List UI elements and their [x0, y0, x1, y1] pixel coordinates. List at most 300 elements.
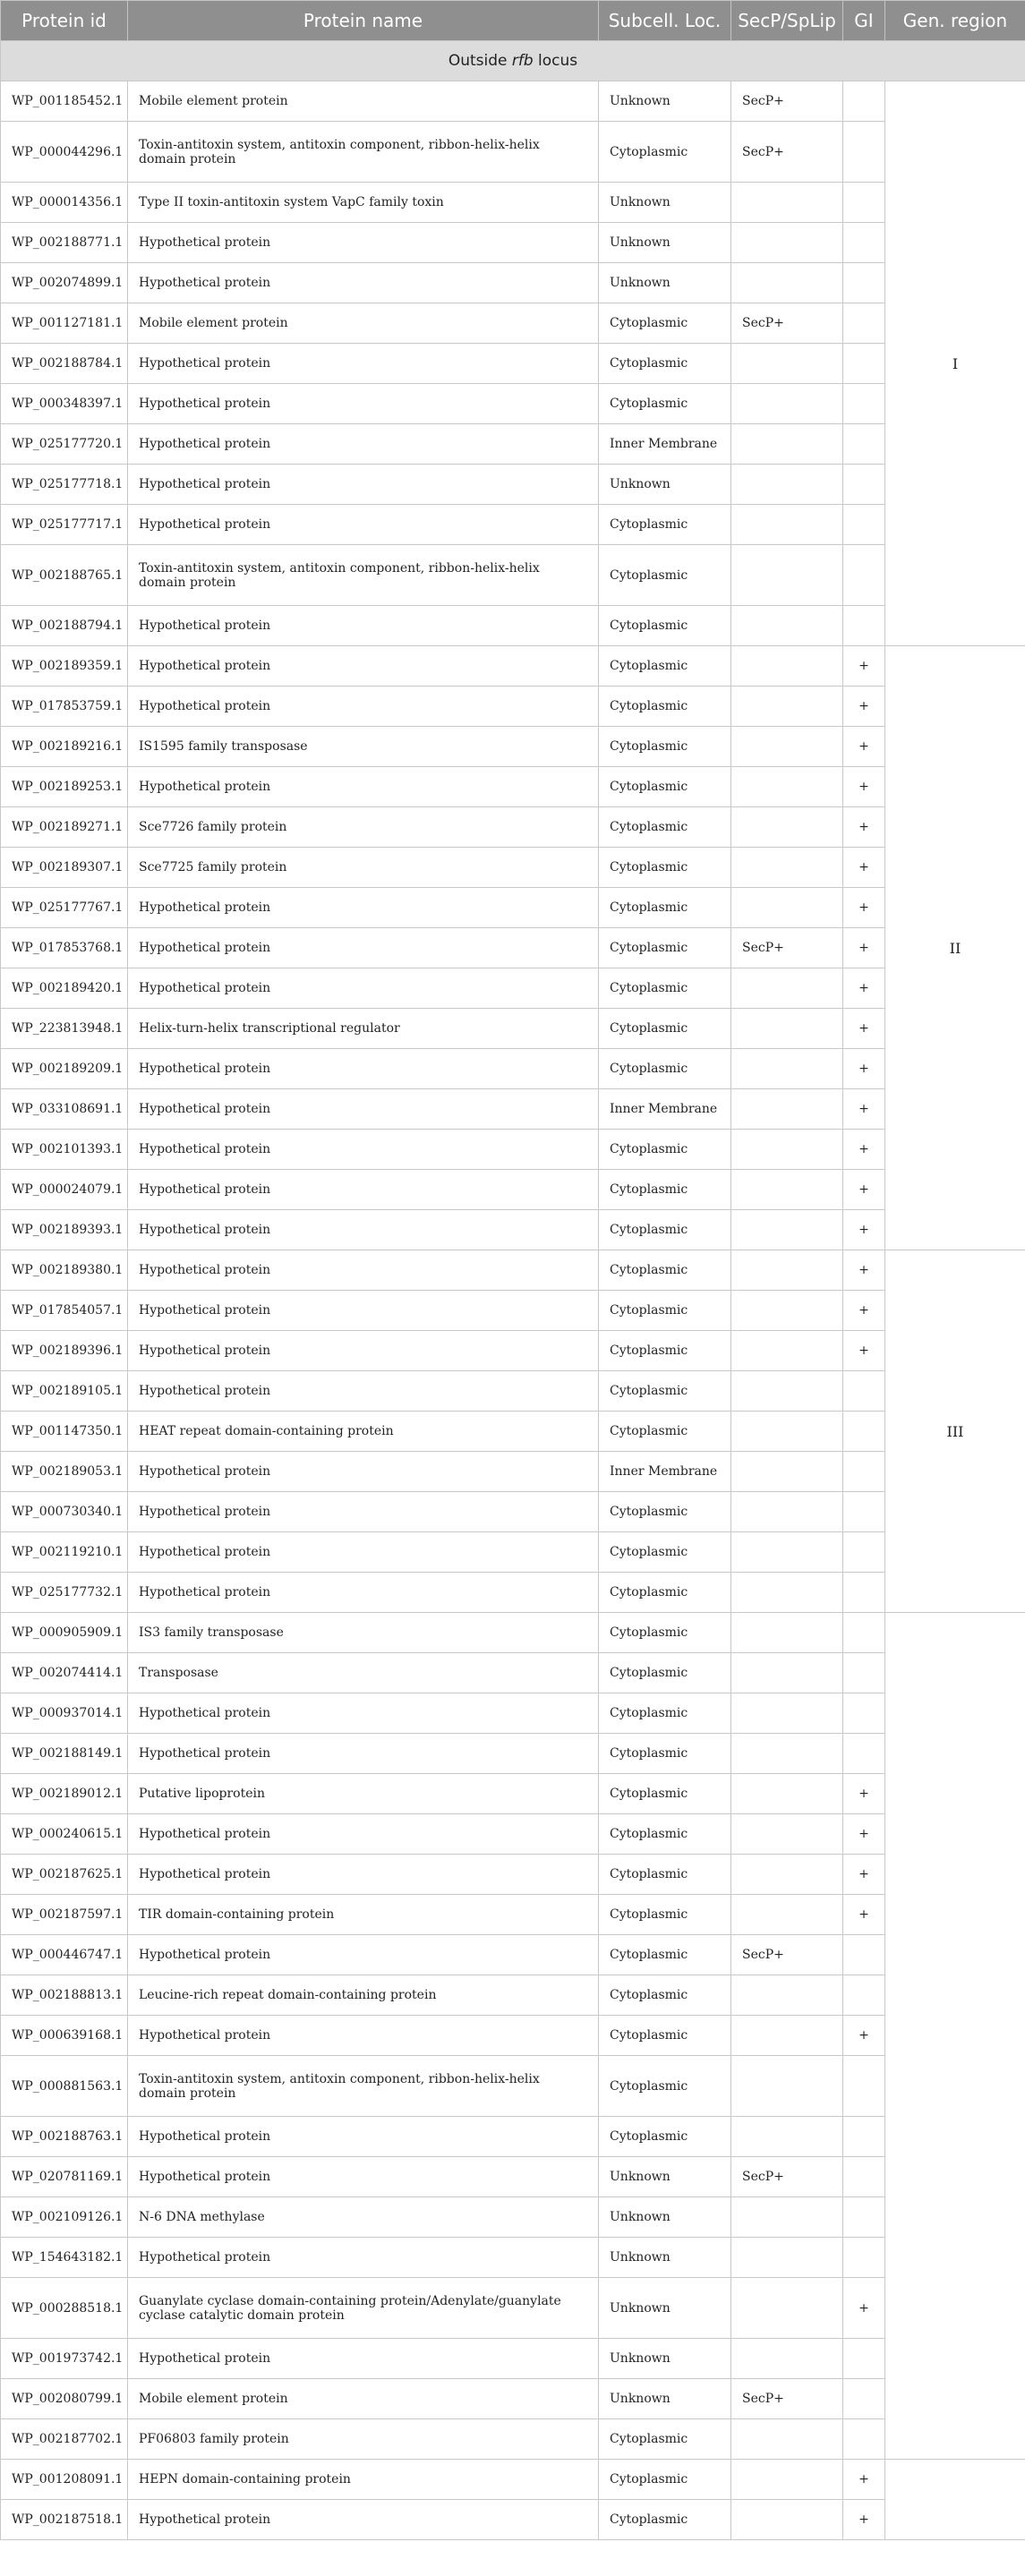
gi-cell	[843, 344, 885, 384]
subcellular-location-cell: Cytoplasmic	[599, 1895, 731, 1935]
protein-name-cell: Sce7725 family protein	[128, 848, 599, 888]
subcellular-location-cell: Cytoplasmic	[599, 2460, 731, 2500]
protein-name-cell: HEAT repeat domain-containing protein	[128, 1412, 599, 1452]
table-row	[1, 1814, 1025, 1855]
table-row	[1, 384, 1025, 424]
subcellular-location-cell: Cytoplasmic	[599, 344, 731, 384]
gi-cell: +	[843, 1170, 885, 1210]
subcellular-location-cell: Cytoplasmic	[599, 2117, 731, 2157]
table-row	[1, 1975, 1025, 2016]
protein-id-cell: WP_002189393.1	[1, 1210, 128, 1250]
gi-cell: +	[843, 727, 885, 767]
subcellular-location-cell: Cytoplasmic	[599, 2016, 731, 2056]
protein-name-cell: Hypothetical protein	[128, 505, 599, 545]
protein-name-cell: HEPN domain-containing protein	[128, 2460, 599, 2500]
protein-id-cell: WP_000639168.1	[1, 2016, 128, 2056]
protein-id-cell: WP_001185452.1	[1, 81, 128, 122]
secp-splip-cell	[731, 1895, 843, 1935]
secp-splip-cell	[731, 344, 843, 384]
gi-cell	[843, 2379, 885, 2419]
table-row	[1, 1331, 1025, 1371]
subcellular-location-cell: Cytoplasmic	[599, 1613, 731, 1653]
secp-splip-cell: SecP+	[731, 81, 843, 122]
subcellular-location-cell: Cytoplasmic	[599, 545, 731, 606]
gi-cell: +	[843, 968, 885, 1009]
gi-cell	[843, 1975, 885, 2016]
gi-cell: +	[843, 888, 885, 928]
subcellular-location-cell: Cytoplasmic	[599, 505, 731, 545]
subcellular-location-cell: Cytoplasmic	[599, 2419, 731, 2460]
protein-id-cell: WP_025177767.1	[1, 888, 128, 928]
protein-id-cell: WP_001208091.1	[1, 2460, 128, 2500]
gi-cell: +	[843, 1210, 885, 1250]
subcellular-location-cell: Unknown	[599, 2339, 731, 2379]
gi-cell	[843, 384, 885, 424]
subcellular-location-cell: Cytoplasmic	[599, 687, 731, 727]
table-row	[1, 505, 1025, 545]
table-row	[1, 1613, 1025, 1653]
protein-id-cell: WP_000240615.1	[1, 1814, 128, 1855]
genomic-region-cell	[885, 2460, 1025, 2540]
gi-cell	[843, 1573, 885, 1613]
secp-splip-cell	[731, 2419, 843, 2460]
protein-name-cell: Hypothetical protein	[128, 888, 599, 928]
protein-name-cell: Hypothetical protein	[128, 1170, 599, 1210]
secp-splip-cell	[731, 1613, 843, 1653]
secp-splip-cell	[731, 767, 843, 807]
protein-name-cell: Hypothetical protein	[128, 1452, 599, 1492]
protein-name-cell: Hypothetical protein	[128, 1814, 599, 1855]
secp-splip-cell	[731, 2056, 843, 2117]
secp-splip-cell	[731, 1009, 843, 1049]
subcellular-location-cell: Cytoplasmic	[599, 1210, 731, 1250]
gi-cell	[843, 1613, 885, 1653]
protein-id-cell: WP_017853759.1	[1, 687, 128, 727]
table-row	[1, 888, 1025, 928]
subcellular-location-cell: Inner Membrane	[599, 1452, 731, 1492]
genomic-region-cell: I	[885, 81, 1025, 646]
gi-cell: +	[843, 646, 885, 687]
gi-cell	[843, 505, 885, 545]
subcellular-location-cell: Cytoplasmic	[599, 2056, 731, 2117]
protein-id-cell: WP_002188149.1	[1, 1734, 128, 1774]
protein-id-cell: WP_002189359.1	[1, 646, 128, 687]
table-row	[1, 848, 1025, 888]
protein-id-cell: WP_000044296.1	[1, 122, 128, 183]
secp-splip-cell: SecP+	[731, 1935, 843, 1975]
protein-name-cell: Hypothetical protein	[128, 2117, 599, 2157]
table-row	[1, 2460, 1025, 2500]
protein-id-cell: WP_002188763.1	[1, 2117, 128, 2157]
protein-id-cell: WP_033108691.1	[1, 1089, 128, 1130]
protein-id-cell: WP_002189216.1	[1, 727, 128, 767]
protein-id-cell: WP_001973742.1	[1, 2339, 128, 2379]
protein-id-cell: WP_002189420.1	[1, 968, 128, 1009]
protein-id-cell: WP_002101393.1	[1, 1130, 128, 1170]
secp-splip-cell	[731, 1855, 843, 1895]
secp-splip-cell	[731, 1291, 843, 1331]
table-row	[1, 646, 1025, 687]
gi-cell: +	[843, 2460, 885, 2500]
table-row	[1, 2419, 1025, 2460]
protein-name-cell: Mobile element protein	[128, 2379, 599, 2419]
table-row	[1, 263, 1025, 303]
protein-id-cell: WP_002074414.1	[1, 1653, 128, 1693]
secp-splip-cell	[731, 223, 843, 263]
protein-id-cell: WP_002188813.1	[1, 1975, 128, 2016]
table-row	[1, 183, 1025, 223]
table-row	[1, 122, 1025, 183]
subcellular-location-cell: Unknown	[599, 2197, 731, 2238]
subcellular-location-cell: Unknown	[599, 2157, 731, 2197]
protein-id-cell: WP_025177720.1	[1, 424, 128, 465]
secp-splip-cell	[731, 1452, 843, 1492]
secp-splip-cell	[731, 1653, 843, 1693]
protein-name-cell: Hypothetical protein	[128, 1049, 599, 1089]
secp-splip-cell	[731, 1089, 843, 1130]
table-row	[1, 1492, 1025, 1532]
secp-splip-cell	[731, 1774, 843, 1814]
protein-name-cell: Hypothetical protein	[128, 223, 599, 263]
gi-cell	[843, 2238, 885, 2278]
gi-cell	[843, 1653, 885, 1693]
secp-splip-cell: SecP+	[731, 2157, 843, 2197]
subcellular-location-cell: Cytoplasmic	[599, 1855, 731, 1895]
table-row	[1, 1734, 1025, 1774]
table-row	[1, 606, 1025, 646]
table-row	[1, 2500, 1025, 2540]
gi-cell	[843, 2197, 885, 2238]
protein-id-cell: WP_025177732.1	[1, 1573, 128, 1613]
gi-cell: +	[843, 848, 885, 888]
gi-cell: +	[843, 807, 885, 848]
section-title-prefix: Outside	[448, 52, 512, 70]
table-row	[1, 545, 1025, 606]
header-genomic-region: Gen. region	[885, 1, 1025, 41]
protein-name-cell: Hypothetical protein	[128, 1210, 599, 1250]
table-row	[1, 424, 1025, 465]
protein-id-cell: WP_002187702.1	[1, 2419, 128, 2460]
protein-name-cell: TIR domain-containing protein	[128, 1895, 599, 1935]
subcellular-location-cell: Unknown	[599, 465, 731, 505]
header-protein-name: Protein name	[128, 1, 599, 41]
table-row	[1, 687, 1025, 727]
protein-id-cell: WP_154643182.1	[1, 2238, 128, 2278]
protein-id-cell: WP_002189105.1	[1, 1371, 128, 1412]
subcellular-location-cell: Cytoplasmic	[599, 1412, 731, 1452]
gi-cell	[843, 1935, 885, 1975]
table-row	[1, 1371, 1025, 1412]
protein-name-cell: Hypothetical protein	[128, 1935, 599, 1975]
table-row	[1, 81, 1025, 122]
protein-name-cell: Toxin-antitoxin system, antitoxin component, ribbon-helix-helix domain protein	[128, 2056, 599, 2117]
protein-name-cell: Hypothetical protein	[128, 1130, 599, 1170]
subcellular-location-cell: Unknown	[599, 263, 731, 303]
protein-name-cell: PF06803 family protein	[128, 2419, 599, 2460]
protein-id-cell: WP_025177718.1	[1, 465, 128, 505]
protein-id-cell: WP_017854057.1	[1, 1291, 128, 1331]
subcellular-location-cell: Cytoplasmic	[599, 888, 731, 928]
secp-splip-cell: SecP+	[731, 2379, 843, 2419]
table-row	[1, 344, 1025, 384]
protein-id-cell: WP_002189012.1	[1, 1774, 128, 1814]
secp-splip-cell	[731, 183, 843, 223]
table-row	[1, 1653, 1025, 1693]
secp-splip-cell	[731, 2016, 843, 2056]
gi-cell	[843, 465, 885, 505]
protein-name-cell: Hypothetical protein	[128, 646, 599, 687]
protein-name-cell: Putative lipoprotein	[128, 1774, 599, 1814]
subcellular-location-cell: Unknown	[599, 183, 731, 223]
gi-cell	[843, 1492, 885, 1532]
secp-splip-cell	[731, 1371, 843, 1412]
gi-cell	[843, 2056, 885, 2117]
protein-name-cell: Hypothetical protein	[128, 344, 599, 384]
gi-cell: +	[843, 1009, 885, 1049]
secp-splip-cell	[731, 1412, 843, 1452]
secp-splip-cell	[731, 888, 843, 928]
subcellular-location-cell: Cytoplasmic	[599, 968, 731, 1009]
table-row	[1, 1412, 1025, 1452]
gi-cell	[843, 81, 885, 122]
header-protein-id: Protein id	[1, 1, 128, 41]
gi-cell: +	[843, 928, 885, 968]
secp-splip-cell	[731, 727, 843, 767]
protein-name-cell: Hypothetical protein	[128, 1693, 599, 1734]
subcellular-location-cell: Unknown	[599, 81, 731, 122]
secp-splip-cell: SecP+	[731, 928, 843, 968]
protein-id-cell: WP_002189209.1	[1, 1049, 128, 1089]
protein-name-cell: Hypothetical protein	[128, 1371, 599, 1412]
secp-splip-cell	[731, 505, 843, 545]
protein-id-cell: WP_002080799.1	[1, 2379, 128, 2419]
table-row	[1, 1452, 1025, 1492]
subcellular-location-cell: Cytoplasmic	[599, 1734, 731, 1774]
table-row	[1, 2339, 1025, 2379]
table-row	[1, 1130, 1025, 1170]
protein-name-cell: Type II toxin-antitoxin system VapC family toxin	[128, 183, 599, 223]
protein-name-cell: Hypothetical protein	[128, 2016, 599, 2056]
secp-splip-cell	[731, 2238, 843, 2278]
subcellular-location-cell: Cytoplasmic	[599, 1653, 731, 1693]
gi-cell	[843, 1693, 885, 1734]
protein-id-cell: WP_002189053.1	[1, 1452, 128, 1492]
subcellular-location-cell: Cytoplasmic	[599, 807, 731, 848]
gi-cell	[843, 2157, 885, 2197]
gi-cell: +	[843, 2278, 885, 2339]
genomic-region-cell: II	[885, 646, 1025, 1250]
protein-id-cell: WP_002189253.1	[1, 767, 128, 807]
secp-splip-cell	[731, 1250, 843, 1291]
secp-splip-cell	[731, 1532, 843, 1573]
table-row	[1, 2379, 1025, 2419]
section-title-suffix: locus	[533, 52, 578, 70]
protein-id-cell: WP_223813948.1	[1, 1009, 128, 1049]
genomic-region-cell: III	[885, 1250, 1025, 1613]
section-title-italic: rfb	[511, 52, 534, 70]
subcellular-location-cell: Cytoplasmic	[599, 1935, 731, 1975]
table-row	[1, 2117, 1025, 2157]
secp-splip-cell	[731, 2197, 843, 2238]
secp-splip-cell	[731, 2460, 843, 2500]
secp-splip-cell: SecP+	[731, 122, 843, 183]
protein-id-cell: WP_002189396.1	[1, 1331, 128, 1371]
secp-splip-cell	[731, 1130, 843, 1170]
subcellular-location-cell: Cytoplasmic	[599, 1492, 731, 1532]
header-secp-splip: SecP/SpLip	[731, 1, 843, 41]
protein-id-cell: WP_002187518.1	[1, 2500, 128, 2540]
protein-name-cell: Mobile element protein	[128, 303, 599, 344]
genomic-region-cell	[885, 1613, 1025, 2460]
table-row	[1, 2278, 1025, 2339]
gi-cell: +	[843, 1814, 885, 1855]
protein-name-cell: Hypothetical protein	[128, 1492, 599, 1532]
table-row	[1, 727, 1025, 767]
table-row	[1, 1774, 1025, 1814]
protein-name-cell: Hypothetical protein	[128, 1573, 599, 1613]
header-subcellular-location: Subcell. Loc.	[599, 1, 731, 41]
protein-name-cell: Hypothetical protein	[128, 767, 599, 807]
secp-splip-cell	[731, 384, 843, 424]
protein-name-cell: Hypothetical protein	[128, 1532, 599, 1573]
table-row	[1, 1210, 1025, 1250]
table-row	[1, 2157, 1025, 2197]
protein-name-cell: Hypothetical protein	[128, 465, 599, 505]
protein-id-cell: WP_000446747.1	[1, 1935, 128, 1975]
protein-id-cell: WP_001127181.1	[1, 303, 128, 344]
table-row	[1, 223, 1025, 263]
secp-splip-cell	[731, 687, 843, 727]
subcellular-location-cell: Cytoplasmic	[599, 1331, 731, 1371]
protein-id-cell: WP_025177717.1	[1, 505, 128, 545]
table-row	[1, 465, 1025, 505]
protein-name-cell: Hypothetical protein	[128, 1291, 599, 1331]
table-row	[1, 1935, 1025, 1975]
gi-cell	[843, 2339, 885, 2379]
secp-splip-cell	[731, 1492, 843, 1532]
table-row	[1, 1009, 1025, 1049]
subcellular-location-cell: Cytoplasmic	[599, 1250, 731, 1291]
protein-id-cell: WP_001147350.1	[1, 1412, 128, 1452]
gi-cell: +	[843, 1089, 885, 1130]
gi-cell	[843, 122, 885, 183]
protein-id-cell: WP_000881563.1	[1, 2056, 128, 2117]
protein-name-cell: Sce7726 family protein	[128, 807, 599, 848]
protein-id-cell: WP_000348397.1	[1, 384, 128, 424]
secp-splip-cell	[731, 968, 843, 1009]
gi-cell: +	[843, 2500, 885, 2540]
protein-id-cell: WP_002188784.1	[1, 344, 128, 384]
gi-cell: +	[843, 1049, 885, 1089]
subcellular-location-cell: Cytoplasmic	[599, 1774, 731, 1814]
secp-splip-cell	[731, 263, 843, 303]
subcellular-location-cell: Cytoplasmic	[599, 1009, 731, 1049]
gi-cell: +	[843, 1895, 885, 1935]
protein-name-cell: Hypothetical protein	[128, 424, 599, 465]
secp-splip-cell	[731, 1210, 843, 1250]
protein-id-cell: WP_002187625.1	[1, 1855, 128, 1895]
table-row	[1, 303, 1025, 344]
subcellular-location-cell: Inner Membrane	[599, 1089, 731, 1130]
gi-cell	[843, 263, 885, 303]
secp-splip-cell	[731, 545, 843, 606]
subcellular-location-cell: Cytoplasmic	[599, 2500, 731, 2540]
subcellular-location-cell: Cytoplasmic	[599, 1693, 731, 1734]
secp-splip-cell	[731, 1049, 843, 1089]
protein-name-cell: Hypothetical protein	[128, 263, 599, 303]
secp-splip-cell	[731, 1693, 843, 1734]
protein-name-cell: Hypothetical protein	[128, 928, 599, 968]
subcellular-location-cell: Cytoplasmic	[599, 1130, 731, 1170]
secp-splip-cell	[731, 807, 843, 848]
protein-id-cell: WP_002187597.1	[1, 1895, 128, 1935]
secp-splip-cell	[731, 646, 843, 687]
protein-id-cell: WP_002189380.1	[1, 1250, 128, 1291]
protein-name-cell: IS1595 family transposase	[128, 727, 599, 767]
protein-name-cell: Hypothetical protein	[128, 606, 599, 646]
subcellular-location-cell: Unknown	[599, 2379, 731, 2419]
protein-name-cell: Hypothetical protein	[128, 2157, 599, 2197]
protein-name-cell: Hypothetical protein	[128, 687, 599, 727]
table-row	[1, 2016, 1025, 2056]
subcellular-location-cell: Cytoplasmic	[599, 606, 731, 646]
protein-id-cell: WP_000288518.1	[1, 2278, 128, 2339]
subcellular-location-cell: Cytoplasmic	[599, 848, 731, 888]
protein-name-cell: Hypothetical protein	[128, 1734, 599, 1774]
secp-splip-cell	[731, 1331, 843, 1371]
table-row	[1, 1573, 1025, 1613]
section-title	[1, 41, 1025, 81]
header-row	[1, 1, 1025, 41]
subcellular-location-cell: Cytoplasmic	[599, 1975, 731, 2016]
protein-name-cell: IS3 family transposase	[128, 1613, 599, 1653]
secp-splip-cell	[731, 1975, 843, 2016]
subcellular-location-cell: Cytoplasmic	[599, 384, 731, 424]
subcellular-location-cell: Cytoplasmic	[599, 1573, 731, 1613]
table-row	[1, 968, 1025, 1009]
subcellular-location-cell: Unknown	[599, 223, 731, 263]
gi-cell	[843, 1412, 885, 1452]
protein-id-cell: WP_020781169.1	[1, 2157, 128, 2197]
protein-id-cell: WP_000024079.1	[1, 1170, 128, 1210]
protein-name-cell: Hypothetical protein	[128, 1250, 599, 1291]
protein-id-cell: WP_000730340.1	[1, 1492, 128, 1532]
gi-cell	[843, 303, 885, 344]
gi-cell	[843, 2117, 885, 2157]
gi-cell: +	[843, 1250, 885, 1291]
subcellular-location-cell: Cytoplasmic	[599, 303, 731, 344]
subcellular-location-cell: Cytoplasmic	[599, 928, 731, 968]
protein-id-cell: WP_002109126.1	[1, 2197, 128, 2238]
table-row	[1, 1049, 1025, 1089]
subcellular-location-cell: Unknown	[599, 2278, 731, 2339]
subcellular-location-cell: Cytoplasmic	[599, 1049, 731, 1089]
secp-splip-cell: SecP+	[731, 303, 843, 344]
protein-id-cell: WP_002189307.1	[1, 848, 128, 888]
table-row	[1, 807, 1025, 848]
protein-name-cell: Hypothetical protein	[128, 384, 599, 424]
gi-cell: +	[843, 1130, 885, 1170]
gi-cell	[843, 545, 885, 606]
protein-name-cell: N-6 DNA methylase	[128, 2197, 599, 2238]
gi-cell: +	[843, 1855, 885, 1895]
table-row	[1, 928, 1025, 968]
secp-splip-cell	[731, 1814, 843, 1855]
gi-cell: +	[843, 1291, 885, 1331]
protein-id-cell: WP_000905909.1	[1, 1613, 128, 1653]
subcellular-location-cell: Cytoplasmic	[599, 1814, 731, 1855]
protein-id-cell: WP_002188794.1	[1, 606, 128, 646]
